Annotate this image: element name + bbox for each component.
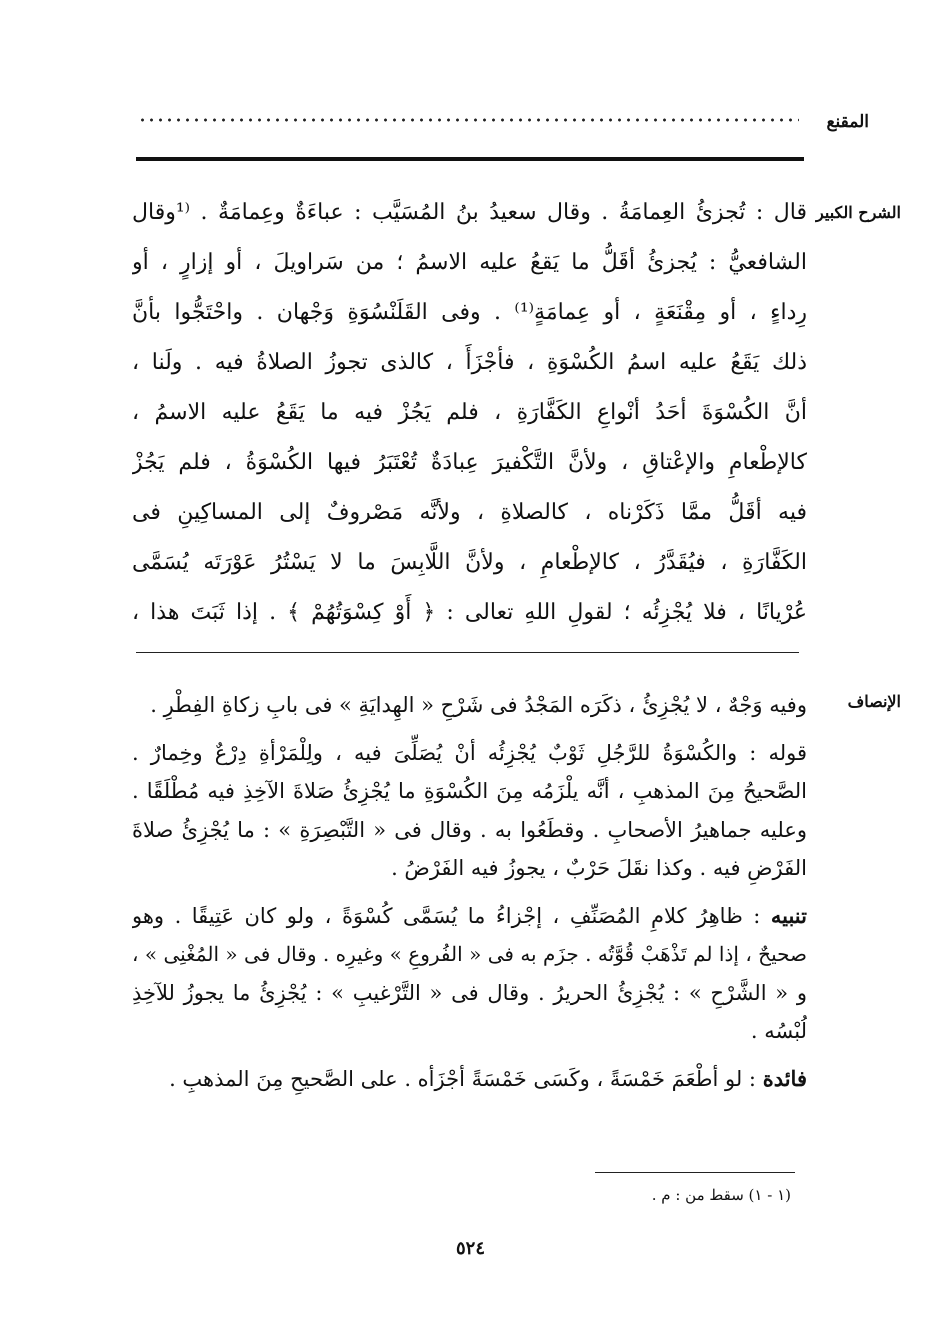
sharh-line: فيه أقَلُّ ممَّا ذَكَرْناه ، كالصلاةِ ، ولأنَّه مَصْروفٌ إلى المساكِينِ فى (132, 500, 807, 525)
insaf-line: صحيحٌ ، إذا لم تَذْهَبْ قُوَّتُه . جزَم به فى « الفُروعِ » وغيرِه . وقال فى « المُغْنِى » ، (132, 942, 807, 966)
footnote-rule (595, 1172, 795, 1173)
insaf-line (132, 897, 807, 936)
sharh-line: قال : تُجزئُ العِمامَةُ . وقال سعيدُ بنُ المُسَيَّب : عباءَةٌ وعِمامَةٌ . ⁽¹وقال (132, 200, 807, 225)
tanbih-text: : ظاهِرُ كلامِ المُصَنِّفِ ، إجْزاءُ ما يُسَمَّى كُسْوَةً ، ولو كان عَتِيقًا . وهو (132, 903, 771, 928)
section-divider (136, 652, 799, 653)
insaf-section-label: الإنصاف (847, 692, 901, 711)
sharh-line: رِداءٍ ، أو مِقْنَعَةٍ ، أو عِمامَةٍ⁽¹⁾ . وفى القَلَنْسُوَةِ وَجْهان . واحْتَجُّوا بأنَّ (132, 300, 807, 325)
page-number: ٥٢٤ (455, 1238, 485, 1259)
sharh-line: أنَّ الكُسْوَةَ أحَدُ أنْواعِ الكَفَّارَةِ ، فلم يَجُزْ فيه ما يَقَعُ عليه الاسمُ ، (132, 400, 807, 425)
faida-text: : لو أطْعَمَ خَمْسَةً ، وكَسَى خَمْسَةً أجْزَأه . على الصَّحيحِ مِنَ المذهبِ . (169, 1066, 763, 1091)
insaf-text (132, 686, 807, 1098)
header-rule (136, 157, 804, 161)
sharh-line: كالإطْعامِ والإعْتاقِ ، ولأنَّ التَّكْفيرَ عِبادَةٌ تُعْتَبَرُ فيها الكُسْوَةُ ، فلم يَجُزْ (132, 450, 807, 475)
footnote: (١ - ١) سقط من : م . (651, 1186, 791, 1204)
insaf-line: قوله : والكُسْوَةُ للرَّجُلِ ثَوْبٌ يُجْزِئُه أنْ يُصَلِّىَ فيه ، ولِلْمَرْأةِ دِرْعٌ وخِمارٌ . (132, 740, 807, 765)
insaf-line: الفَرْضِ فيه . وكذا نقَلَ حَرْبٌ ، يجوزُ فيه الفَرْضُ . (391, 856, 807, 880)
sharh-text (132, 188, 807, 638)
insaf-line: وعليه جماهيرُ الأصحابِ . وقطَعُوا به . وقال فى « التَّبْصِرَةِ » : ما يُجْزِئُ صلاةَ (132, 817, 807, 842)
running-header-title: المقنع (826, 112, 869, 132)
insaf-line: وفيه وَجْهٌ ، لا يُجْزِئُ ، ذكَرَه المَجْدُ فى شَرْحِ « الهِدايَةِ » فى بابِ زكاةِ الفِطْرِ . (150, 693, 807, 717)
faida-lead: فائدة (762, 1065, 807, 1091)
insaf-line: و « الشَّرْحِ » : يُجْزِئُ الحريرُ . وقال فى « التَّرْغيبِ » : يُجْزِئُ ما يجوزُ للآخِذِ (132, 980, 807, 1005)
sharh-line: الكَفَّارَةِ ، فيُقَدَّرُ ، كالإطْعامِ ، ولأنَّ اللَّابِسَ ما لا يَسْتُرُ عَوْرَتَه يُسَمَّى (132, 550, 807, 575)
sharh-section-label: الشرح الكبير (816, 203, 901, 222)
sharh-line: ذلك يَقَعُ عليه اسمُ الكُسْوَةِ ، فأجْزَأَ ، كالذى تجوزُ الصلاةُ فيه . ولَنا ، (132, 350, 807, 375)
sharh-line: عُرْيانًا ، فلا يُجْزِئُه ؛ لقولِ اللهِ تعالى : ﴿ أَوْ كِسْوَتُهُمْ ﴾ . إذا ثَبَتَ هذا ، (132, 600, 807, 625)
tanbih-lead: تنبيه (770, 902, 807, 928)
insaf-line: الصَّحيحُ مِنَ المذهبِ ، أنَّه يلْزَمُه مِنَ الكُسْوَةِ ما يُجْزِئُ صَلاةَ الآخِذِ فيه مُطْلَقًا . (132, 779, 807, 803)
sharh-line: الشافعيُّ : يُجزئُ أقَلُّ ما يَقعُ عليه الاسمُ ؛ من سَراويلَ ، أو إزارٍ ، أو (132, 250, 807, 275)
insaf-line: لُبْسُه . (750, 1019, 807, 1043)
header-dot-leader (138, 118, 799, 122)
insaf-line (132, 1060, 807, 1099)
